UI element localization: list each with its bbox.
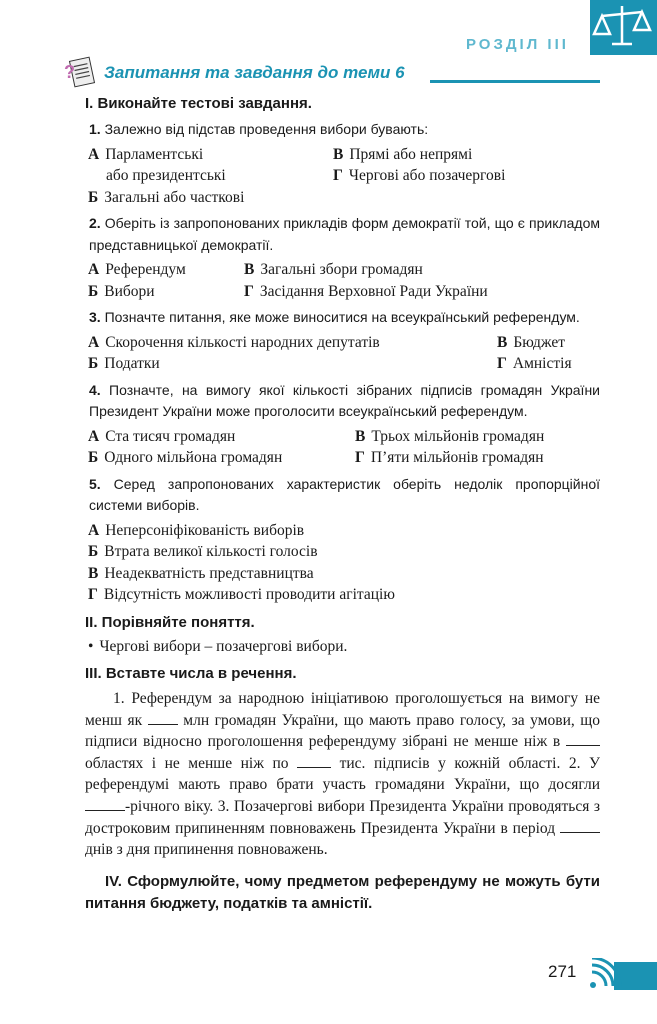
option-a-line2: або президентські <box>106 167 226 184</box>
compare-item <box>85 636 600 658</box>
question-1 <box>85 119 600 141</box>
option-v[interactable]: В Прямі або непрямі <box>333 145 473 163</box>
section-label: РОЗДІЛ III <box>466 36 569 53</box>
option-a[interactable]: А Парламентські <box>88 145 204 163</box>
option-v[interactable]: В Загальні збори громадян <box>244 261 423 278</box>
blank-field[interactable] <box>148 713 178 725</box>
option-g[interactable]: Г П’яти мільйонів громадян <box>355 449 544 466</box>
question-text: Оберіть із запропонованих прикладів форм демократії той, що є прикладом представницької демократії. <box>89 215 601 253</box>
options-1 <box>85 144 600 209</box>
signal-waves-icon <box>588 958 657 990</box>
option-g[interactable]: Г Чергові або позачергові <box>333 167 506 184</box>
question-text: Позначте питання, яке може виноситися на всеукраїнський референдум. <box>104 309 580 325</box>
option-b[interactable]: Б Загальні або часткові <box>88 188 245 206</box>
options-2 <box>85 259 600 302</box>
fill-in-paragraph: 1. Референдум за народною ініціативою проголошується на вимогу не менш як млн громадян України, що мають право голосу, за умови, що підписи відносно проголошення референдуму зібрані не менше ніж в областях і не менше ніж по тис. підписів у кожній області. 2. У референдумі мають право брати участь громадяни України, що досягли -річного віку. 3. Позачергові вибори Президента України проводяться з достроковим припиненням повноважень Президента України в період днів з дня припинення повноважень. <box>85 690 600 859</box>
questions-icon <box>62 56 96 90</box>
option-a[interactable]: А Референдум <box>88 261 186 278</box>
title-rule <box>430 80 600 83</box>
question-number: 2. <box>89 215 101 231</box>
blank-field[interactable] <box>566 734 600 746</box>
options-5 <box>85 520 600 606</box>
options-3 <box>85 332 600 375</box>
option-a[interactable]: А Ста тисяч громадян <box>88 427 236 445</box>
question-2 <box>85 213 600 256</box>
content <box>85 94 600 915</box>
option-b[interactable]: Б Податки <box>88 355 160 372</box>
part2-heading: ІІ. Порівняйте поняття. <box>85 613 255 631</box>
part3-heading: ІІІ. Вставте числа в речення. <box>85 665 297 682</box>
option-a[interactable]: А Скорочення кількості народних депутатів <box>88 333 380 351</box>
blank-field[interactable] <box>85 799 125 811</box>
option-v[interactable]: В Неадекватність представництва <box>88 564 314 582</box>
part1-heading: І. Виконайте тестові завдання. <box>85 95 312 112</box>
question-4 <box>85 380 600 423</box>
question-number: 4. <box>89 381 101 398</box>
option-v[interactable]: В Трьох мільйонів громадян <box>355 427 545 445</box>
option-a[interactable]: А Неперсоніфікованість виборів <box>88 521 305 539</box>
question-3 <box>85 307 600 329</box>
question-number: 1. <box>89 121 101 137</box>
option-b[interactable]: Б Вибори <box>88 282 155 300</box>
option-g[interactable]: Г Амністія <box>497 355 572 372</box>
options-4 <box>85 426 600 469</box>
compare-text: Чергові вибори – позачергові вибори. <box>99 637 348 655</box>
svg-text:?: ? <box>64 62 75 82</box>
question-5 <box>85 474 600 517</box>
question-text: Залежно від підстав проведення вибори бувають: <box>104 121 429 137</box>
question-number: 5. <box>89 475 101 492</box>
part4-heading: IV. Сформулюйте, чому предметом референдуму не можуть бути питання бюджету, податків та амністії. <box>85 872 600 912</box>
blank-field[interactable] <box>297 756 331 768</box>
bullet: • <box>88 637 94 655</box>
option-g[interactable]: Г Відсутність можливості проводити агітацію <box>88 586 395 603</box>
option-v[interactable]: В Бюджет <box>497 333 566 351</box>
option-g[interactable]: Г Засідання Верховної Ради України <box>244 282 488 300</box>
question-number: 3. <box>89 309 101 325</box>
option-b[interactable]: Б Втрата великої кількості голосів <box>88 543 318 560</box>
question-text: Позначте, на вимогу якої кількості зібраних підписів громадян України Президент України може проголосити всеукраїнський референдум. <box>89 381 600 419</box>
option-b[interactable]: Б Одного мільйона громадян <box>88 449 283 466</box>
blank-field[interactable] <box>560 821 600 833</box>
scales-icon <box>590 0 657 55</box>
page-number: 271 <box>548 962 577 981</box>
question-text: Серед запропонованих характеристик оберіть недолік пропорційної системи виборів. <box>89 475 601 513</box>
section-title: Запитання та завдання до теми 6 <box>104 63 405 82</box>
